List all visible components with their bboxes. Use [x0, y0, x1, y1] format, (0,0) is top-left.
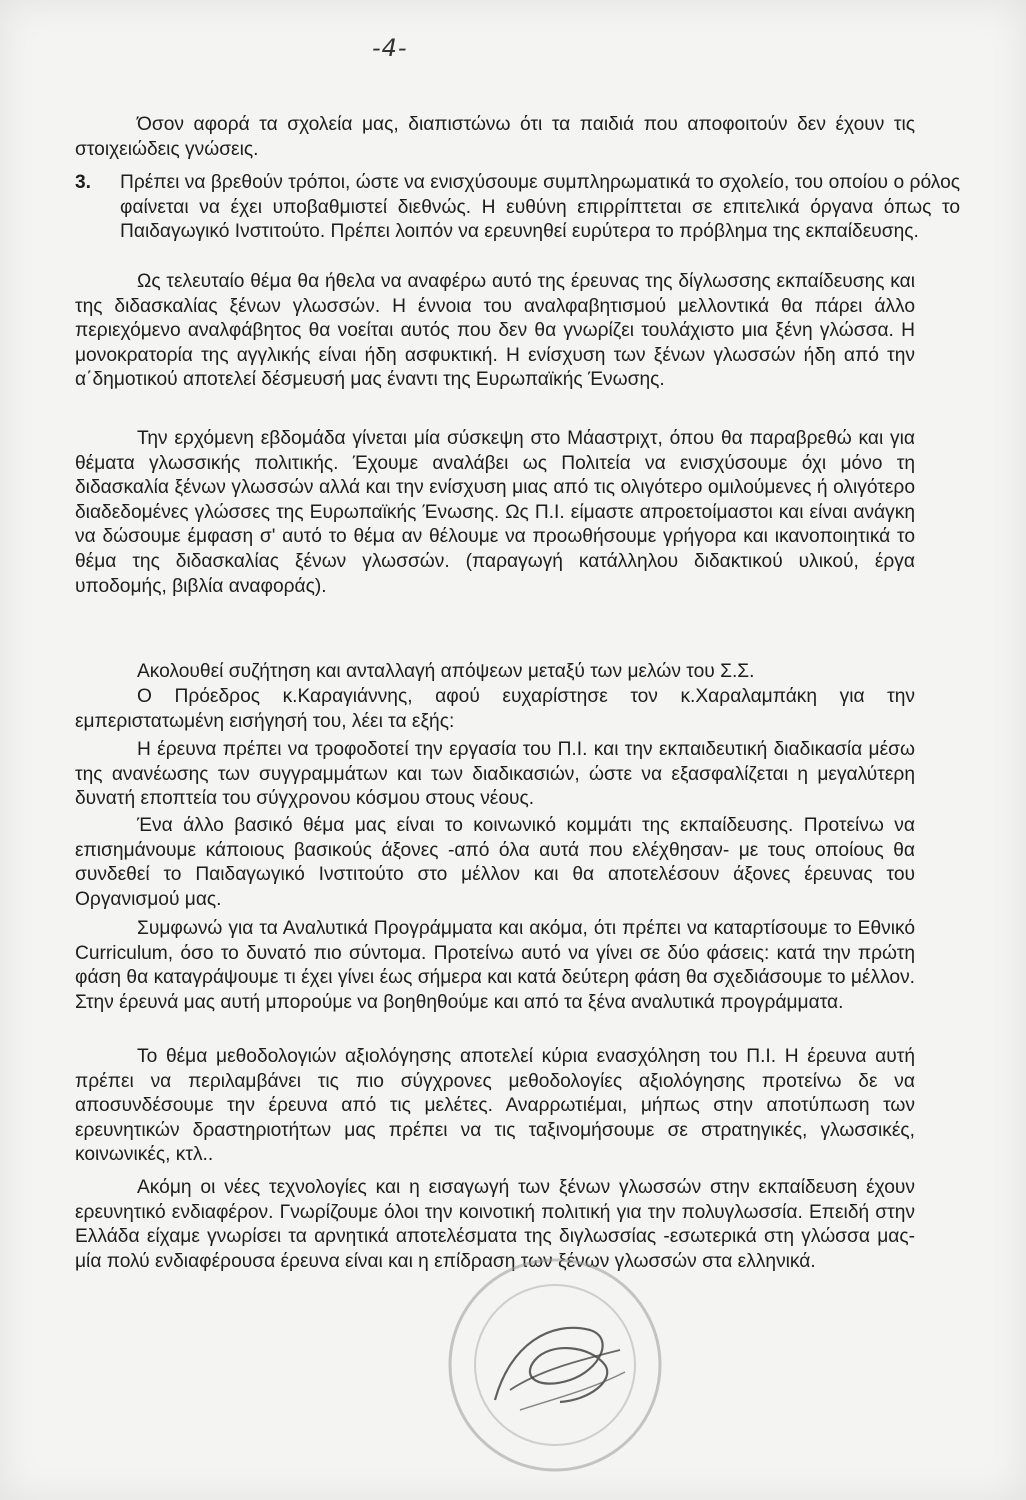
paragraph-president: Ο Πρόεδρος κ.Καραγιάννης, αφού ευχαρίστησε τον κ.Χαραλαμπάκη για την εμπεριστατωμένη εισήγησή του, λέει τα εξής: [75, 686, 915, 732]
page-number: -4- [372, 34, 408, 62]
item-text: Πρέπει να βρεθούν τρόποι, ώστε να ενισχύσουμε συμπληρωματικά το σχολείο, του οποίου ο ρόλος φαίνεται να έχει υποβαθμιστεί διεθνώς. Η ευθύνη επιρρίπτεται σε επιτελικά όργανα όπως το Παιδαγωγικό Ινστιτούτο. Πρέπει λοιπόν να ερευνηθεί ευρύτερα το πρόβλημα της εκπαίδευσης. [120, 172, 960, 243]
item-number: 3. [75, 172, 92, 193]
official-seal-icon [440, 1250, 670, 1480]
paragraph-curriculum: Συμφωνώ για τα Αναλυτικά Προγράμματα και ακόμα, ότι πρέπει να καταρτίσουμε το Εθνικό Curriculum, όσο το δυνατό πιο σύντομα. Προτείνω αυτό να γίνει σε δύο φάσεις: κατά την πρώτη φάση θα καταγράψουμε τι έχει γίνει έως σήμερα και κατά δεύτερη φάση θα σχεδιάσουμε το μέλλον. Στην έρευνά μας αυτή μπορούμε να βοηθηθούμε και από τα ξένα αναλυτικά προγράμματα. [75, 918, 915, 1013]
paragraph-bilingual-education: Ως τελευταίο θέμα θα ήθελα να αναφέρω αυτό της έρευνας της δίγλωσσης εκπαίδευσης και της διδασκαλίας ξένων γλωσσών. Η έννοια του αναλφαβητισμού μελλοντικά θα πάρει άλλο περιεχόμενο αναλφάβητος θα νοείται αυτός που δεν θα γνωρίζει τουλάχιστο μια ξένη γλώσσα. Η μονοκρατορία της αγγλικής είναι ήδη ασφυκτική. Η ενίσχυση των ξένων γλωσσών ήδη από την α΄δημοτικού αποτελεί δέσμευσή μας έναντι της Ευρωπαϊκής Ένωσης. [75, 271, 915, 391]
paragraph-research-feeds-work: Η έρευνα πρέπει να τροφοδοτεί την εργασία του Π.Ι. και την εκπαιδευτική διαδικασία μέσω της ανανέωσης των συγγραμμάτων και των διαδικασιών, ώστε να εξασφαλίζεται η μεγαλύτερη δυνατή εποπτεία του σύγχρονου κόσμου στους νέους. [75, 739, 915, 810]
paragraph-discussion: Ακολουθεί συζήτηση και ανταλλαγή απόψεων μεταξύ των μελών του Σ.Σ. [137, 661, 755, 682]
paragraph-evaluation-methods: Το θέμα μεθοδολογιών αξιολόγησης αποτελεί κύρια ενασχόληση του Π.Ι. Η έρευνα αυτή πρέπει να περιλαμβάνει τις πιο σύγχρονες μεθοδολογίες αξιολόγησης προτείνω δε να αποσυνδέσουμε την έρευνα από τις μελέτες. Αναρρωτιέμαι, μήπως στην αποτύπωση των ερευνητικών δραστηριοτήτων μας πρέπει να τις ταξινομήσουμε σε στρατηγικές, γλωσσικές, κοινωνικές, κτλ.. [75, 1046, 915, 1166]
paragraph-schools: Όσον αφορά τα σχολεία μας, διαπιστώνω ότι τα παιδιά που αποφοιτούν δεν έχουν τις στοιχειώδεις γνώσεις. [75, 114, 915, 160]
numbered-item-3 [75, 171, 960, 245]
paragraph-new-technologies: Ακόμη οι νέες τεχνολογίες και η εισαγωγή των ξένων γλωσσών στην εκπαίδευση έχουν ερευνητικό ενδιαφέρον. Γνωρίζουμε όλοι την κοινοτική πολιτική για την πολυγλωσσία. Επειδή στην Ελλάδα είχαμε γνωρίσει τα αρνητικά αποτελέσματα της διγλωσσίας -εσωτερικά στη γλώσσα μας- μία πολύ ενδιαφέρουσα έρευνα είναι και η επίδραση των ξένων γλωσσών στα ελληνικά. [75, 1177, 915, 1272]
paragraph-social-aspect: Ένα άλλο βασικό θέμα μας είναι το κοινωνικό κομμάτι της εκπαίδευσης. Προτείνω να επισημάνουμε κάποιους βασικούς άξονες -από όλα αυτά που ελέχθησαν- με τους οποίους θα συνδεθεί το Παιδαγωγικό Ινστιτούτο στο μέλλον και θα αποτελέσουν άξονες έρευνας του Οργανισμού μας. [75, 815, 915, 910]
paragraph-maastricht-meeting: Την ερχόμενη εβδομάδα γίνεται μία σύσκεψη στο Μάαστριχτ, όπου θα παραβρεθώ και για θέματα γλωσσικής πολιτικής. Έχουμε αναλάβει ως Πολιτεία να ενισχύσουμε όχι μόνο τη διδασκαλία ξένων γλωσσών αλλά και την ενίσχυση μιας από τις ολιγότερο ομιλούμενες ή ολιγότερο διαδεδομένες γλώσσες της Ευρωπαϊκής Ένωσης. Ως Π.Ι. είμαστε απροετοίμαστοι και είναι ανάγκη να δώσουμε έμφαση σ' αυτό το θέμα αν θέλουμε να προωθήσουμε γρήγορα και ικανοποιητικά το θέμα της διδασκαλίας ξένων γλωσσών. (παραγωγή κατάλληλου διδακτικού υλικού, έργα υποδομής, βιβλία αναφοράς). [75, 428, 915, 597]
